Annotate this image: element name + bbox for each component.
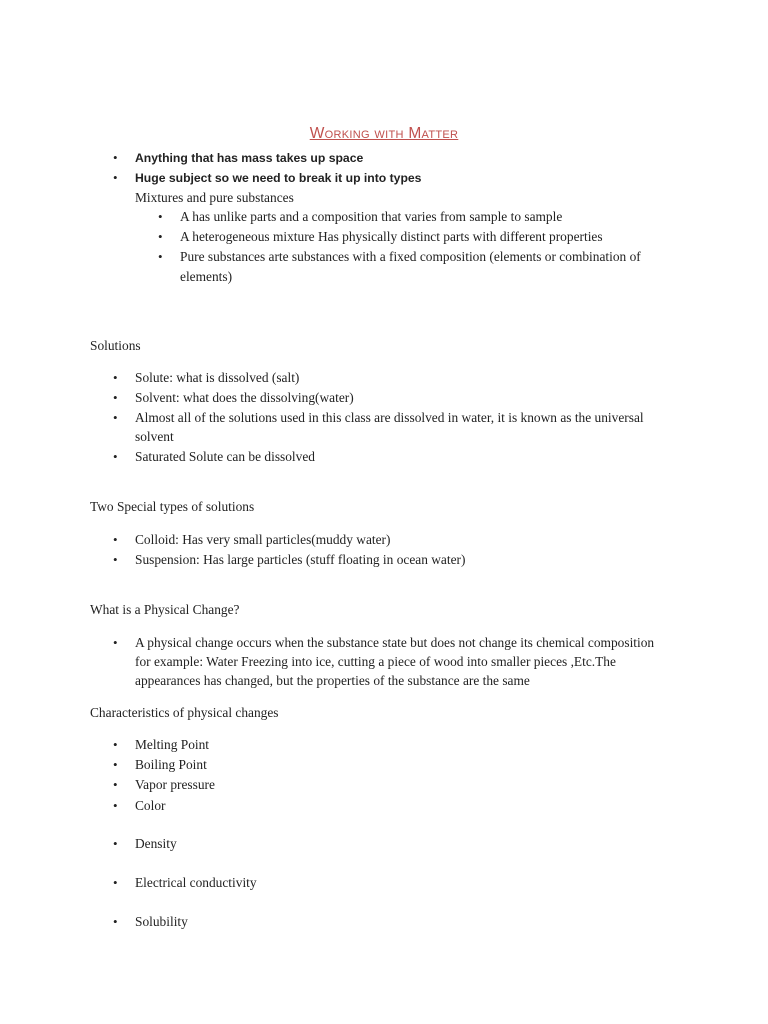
list-item: Saturated Solute can be dissolved — [135, 449, 315, 464]
paragraph-line: appearances has changed, but the properties of the substance are the same — [135, 673, 530, 688]
section-heading-characteristics: Characteristics of physical changes — [90, 705, 279, 720]
section-heading-physical: What is a Physical Change? — [90, 602, 240, 617]
bullet-icon: • — [113, 737, 118, 752]
list-item: Melting Point — [135, 737, 210, 752]
list-item: Suspension: Has large particles (stuff floating in ocean water) — [135, 552, 466, 567]
page-title: Working with Matter — [309, 125, 459, 142]
list-item: Solvent: what does the dissolving(water) — [135, 390, 354, 405]
list-item: Vapor pressure — [135, 777, 215, 792]
bullet-icon: • — [158, 249, 163, 264]
list-item: Colloid: Has very small particles(muddy water) — [135, 532, 391, 547]
bullet-icon: • — [113, 836, 118, 851]
bullet-icon: • — [113, 914, 118, 929]
sub-item: A heterogeneous mixture Has physically distinct parts with different properties — [180, 229, 603, 244]
bullet-icon: • — [113, 410, 118, 425]
bullet-icon: • — [113, 449, 118, 464]
bullet-icon: • — [113, 777, 118, 792]
sub-item: A has unlike parts and a composition that varies from sample to sample — [180, 209, 563, 224]
bullet-icon: • — [113, 635, 118, 650]
sub-item: Pure substances arte substances with a fixed composition (elements or combination of — [180, 249, 641, 264]
list-item: Almost all of the solutions used in this class are dissolved in water, it is known as the universal — [135, 410, 644, 425]
bullet-icon: • — [113, 757, 118, 772]
bullet-icon: • — [113, 170, 118, 185]
list-item: Density — [135, 836, 177, 851]
bullet-icon: • — [113, 390, 118, 405]
bullet-icon: • — [113, 552, 118, 567]
bullet-icon: • — [113, 798, 118, 813]
bullet-icon: • — [113, 370, 118, 385]
bullet-icon: • — [113, 532, 118, 547]
intro-item: Huge subject so we need to break it up into types — [135, 171, 422, 185]
list-item: Color — [135, 798, 166, 813]
list-item: Electrical conductivity — [135, 875, 257, 890]
list-item: Boiling Point — [135, 757, 207, 772]
list-item: Solubility — [135, 914, 188, 929]
intro-item: Anything that has mass takes up space — [135, 151, 364, 165]
bullet-icon: • — [113, 875, 118, 890]
paragraph-line: for example: Water Freezing into ice, cutting a piece of wood into smaller pieces ,Etc.The — [135, 654, 616, 669]
subheading: Mixtures and pure substances — [135, 190, 294, 205]
section-heading-solutions: Solutions — [90, 338, 141, 353]
paragraph-line: A physical change occurs when the substance state but does not change its chemical composition — [135, 635, 655, 650]
bullet-icon: • — [158, 209, 163, 224]
list-item: Solute: what is dissolved (salt) — [135, 370, 300, 385]
section-heading-special: Two Special types of solutions — [90, 499, 255, 514]
sub-item-continuation: elements) — [180, 269, 233, 284]
bullet-icon: • — [158, 229, 163, 244]
list-item-continuation: solvent — [135, 429, 174, 444]
bullet-icon: • — [113, 150, 118, 165]
